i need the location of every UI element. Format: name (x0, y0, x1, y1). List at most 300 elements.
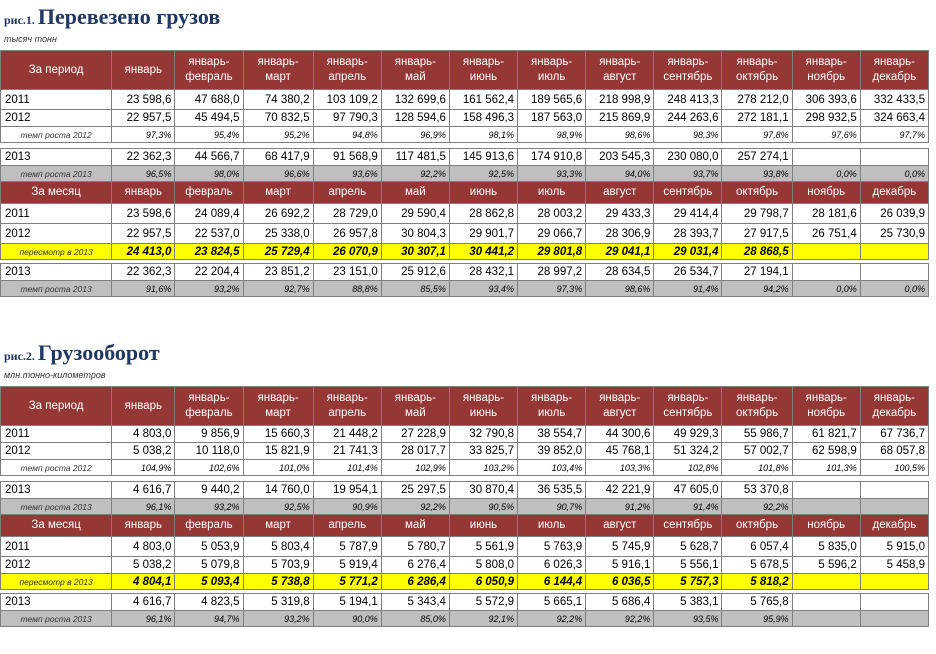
value-cell: 5 572,9 (449, 594, 517, 611)
value-cell: 5 745,9 (586, 537, 654, 557)
value-cell: 4 616,7 (112, 594, 175, 611)
row-label: 2012 (1, 110, 112, 127)
value-cell: 26 039,9 (860, 204, 928, 224)
value-cell: 15 821,9 (243, 443, 313, 460)
value-cell: 93,3% (518, 166, 586, 182)
value-cell: 93,6% (313, 166, 381, 182)
value-cell (792, 482, 860, 499)
month-header: сентябрь (654, 515, 722, 537)
value-cell: 25 729,4 (243, 244, 313, 260)
row-label: 2013 (1, 149, 112, 166)
value-cell (860, 594, 928, 611)
value-cell: 5 808,0 (449, 557, 517, 574)
month-header: январь- август (586, 387, 654, 426)
value-cell: 5 835,0 (792, 537, 860, 557)
value-cell: 4 803,0 (112, 426, 175, 443)
value-cell: 28 017,7 (381, 443, 449, 460)
value-cell: 47 688,0 (175, 90, 243, 110)
value-cell (860, 264, 928, 281)
month-header: январь- август (586, 51, 654, 90)
value-cell: 257 274,1 (722, 149, 792, 166)
value-cell: 5 763,9 (518, 537, 586, 557)
value-cell: 5 803,4 (243, 537, 313, 557)
value-cell: 67 736,7 (860, 426, 928, 443)
value-cell: 98,3% (654, 127, 722, 143)
value-cell: 44 300,6 (586, 426, 654, 443)
value-cell: 85,5% (381, 281, 449, 297)
value-cell (792, 264, 860, 281)
month-header: октябрь (722, 182, 792, 204)
value-cell: 92,5% (449, 166, 517, 182)
value-cell: 55 986,7 (722, 426, 792, 443)
value-cell: 103,2% (449, 460, 517, 476)
value-cell: 61 821,7 (792, 426, 860, 443)
row-label: 2011 (1, 204, 112, 224)
figure-title (4, 340, 160, 366)
value-cell: 28 634,5 (586, 264, 654, 281)
value-cell: 101,0% (243, 460, 313, 476)
value-cell: 22 537,0 (175, 224, 243, 244)
value-cell: 97 790,3 (313, 110, 381, 127)
value-cell: 324 663,4 (860, 110, 928, 127)
table-row (1, 426, 929, 443)
month-header-row (1, 515, 929, 537)
value-cell: 91 568,9 (313, 149, 381, 166)
value-cell: 39 852,0 (518, 443, 586, 460)
value-cell: 38 554,7 (518, 426, 586, 443)
month-header: январь- март (243, 51, 313, 90)
value-cell: 5 916,1 (586, 557, 654, 574)
value-cell: 103 109,2 (313, 90, 381, 110)
value-cell: 93,8% (722, 166, 792, 182)
month-header: январь- октябрь (722, 387, 792, 426)
row-label: темп роста 2013 (1, 499, 112, 515)
value-cell: 26 534,7 (654, 264, 722, 281)
table-row (1, 127, 929, 143)
value-cell: 244 263,6 (654, 110, 722, 127)
figure-title (4, 4, 220, 30)
month-header: январь (112, 51, 175, 90)
table-row (1, 281, 929, 297)
value-cell: 5 818,2 (722, 574, 792, 590)
month-header-label: За месяц (1, 182, 112, 204)
value-cell: 98,1% (449, 127, 517, 143)
table-row (1, 594, 929, 611)
value-cell: 98,9% (518, 127, 586, 143)
table-row (1, 224, 929, 244)
month-header: январь- февраль (175, 387, 243, 426)
value-cell: 93,2% (175, 281, 243, 297)
value-cell: 45 494,5 (175, 110, 243, 127)
value-cell: 93,4% (449, 281, 517, 297)
period-header-label: За период (1, 387, 112, 426)
month-header: январь- октябрь (722, 51, 792, 90)
value-cell: 5 561,9 (449, 537, 517, 557)
value-cell: 5 458,9 (860, 557, 928, 574)
month-header: август (586, 182, 654, 204)
value-cell: 68 057,8 (860, 443, 928, 460)
value-cell: 5 343,4 (381, 594, 449, 611)
value-cell (860, 499, 928, 515)
value-cell: 98,6% (586, 281, 654, 297)
month-header: февраль (175, 515, 243, 537)
value-cell: 102,6% (175, 460, 243, 476)
value-cell: 29 031,4 (654, 244, 722, 260)
row-label: 2012 (1, 443, 112, 460)
value-cell: 29 414,4 (654, 204, 722, 224)
value-cell: 92,1% (449, 611, 517, 627)
value-cell: 97,8% (722, 127, 792, 143)
value-cell: 90,0% (313, 611, 381, 627)
month-header: ноябрь (792, 182, 860, 204)
value-cell: 215 869,9 (586, 110, 654, 127)
month-header: январь- декабрь (860, 387, 928, 426)
value-cell (792, 594, 860, 611)
value-cell: 5 771,2 (313, 574, 381, 590)
value-cell: 6 036,5 (586, 574, 654, 590)
value-cell: 101,4% (313, 460, 381, 476)
value-cell: 29 590,4 (381, 204, 449, 224)
value-cell: 5 038,2 (112, 443, 175, 460)
month-header-row (1, 182, 929, 204)
value-cell: 23 824,5 (175, 244, 243, 260)
table-row (1, 264, 929, 281)
value-cell: 9 856,9 (175, 426, 243, 443)
value-cell: 33 825,7 (449, 443, 517, 460)
value-cell: 28 003,2 (518, 204, 586, 224)
value-cell: 26 957,8 (313, 224, 381, 244)
value-cell: 5 628,7 (654, 537, 722, 557)
data-table (0, 386, 929, 627)
month-header: май (381, 515, 449, 537)
row-label: 2011 (1, 537, 112, 557)
month-header: май (381, 182, 449, 204)
month-header: ноябрь (792, 515, 860, 537)
value-cell: 332 433,5 (860, 90, 928, 110)
value-cell: 5 053,9 (175, 537, 243, 557)
value-cell: 57 002,7 (722, 443, 792, 460)
value-cell: 92,2% (586, 611, 654, 627)
table-row (1, 574, 929, 590)
value-cell: 203 545,3 (586, 149, 654, 166)
value-cell: 44 566,7 (175, 149, 243, 166)
value-cell: 95,4% (175, 127, 243, 143)
value-cell: 21 741,3 (313, 443, 381, 460)
month-header: декабрь (860, 515, 928, 537)
value-cell: 4 823,5 (175, 594, 243, 611)
row-label: темп роста 2013 (1, 166, 112, 182)
month-header: январь- июнь (449, 387, 517, 426)
value-cell: 91,4% (654, 281, 722, 297)
value-cell (792, 611, 860, 627)
value-cell: 49 929,3 (654, 426, 722, 443)
value-cell: 28 868,5 (722, 244, 792, 260)
table-row (1, 204, 929, 224)
value-cell: 29 901,7 (449, 224, 517, 244)
row-label: темп роста 2012 (1, 460, 112, 476)
value-cell: 30 804,3 (381, 224, 449, 244)
value-cell: 9 440,2 (175, 482, 243, 499)
value-cell: 22 957,5 (112, 110, 175, 127)
value-cell: 97,6% (792, 127, 860, 143)
value-cell: 248 413,3 (654, 90, 722, 110)
value-cell: 5 319,8 (243, 594, 313, 611)
table-row (1, 499, 929, 515)
row-label: 2012 (1, 224, 112, 244)
value-cell: 5 780,7 (381, 537, 449, 557)
value-cell: 6 144,4 (518, 574, 586, 590)
row-label: 2013 (1, 594, 112, 611)
value-cell: 25 297,5 (381, 482, 449, 499)
value-cell: 27 194,1 (722, 264, 792, 281)
value-cell: 96,5% (112, 166, 175, 182)
value-cell: 24 413,0 (112, 244, 175, 260)
value-cell: 92,2% (381, 499, 449, 515)
row-label: 2013 (1, 482, 112, 499)
month-header: январь- июль (518, 387, 586, 426)
figure-unit: тысяч тонн (4, 34, 57, 44)
value-cell: 96,6% (243, 166, 313, 182)
value-cell: 0,0% (860, 166, 928, 182)
value-cell: 174 910,8 (518, 149, 586, 166)
value-cell: 5 686,4 (586, 594, 654, 611)
value-cell: 93,2% (175, 499, 243, 515)
table-row (1, 244, 929, 260)
value-cell: 30 870,4 (449, 482, 517, 499)
value-cell: 92,2% (518, 611, 586, 627)
month-header: апрель (313, 182, 381, 204)
value-cell: 158 496,3 (449, 110, 517, 127)
value-cell: 101,3% (792, 460, 860, 476)
month-header: январь- апрель (313, 51, 381, 90)
value-cell: 5 757,3 (654, 574, 722, 590)
row-label: 2011 (1, 426, 112, 443)
data-table (0, 50, 929, 297)
value-cell: 101,8% (722, 460, 792, 476)
value-cell: 94,7% (175, 611, 243, 627)
table-row (1, 443, 929, 460)
value-cell: 5 038,2 (112, 557, 175, 574)
value-cell: 30 441,2 (449, 244, 517, 260)
table-row (1, 149, 929, 166)
value-cell: 90,9% (313, 499, 381, 515)
value-cell: 23 851,2 (243, 264, 313, 281)
value-cell: 5 703,9 (243, 557, 313, 574)
value-cell: 94,2% (722, 281, 792, 297)
figure-name: Перевезено грузов (37, 4, 221, 29)
month-header: январь (112, 182, 175, 204)
figure-name: Грузооборот (37, 340, 160, 365)
month-header: январь- июль (518, 51, 586, 90)
row-label: 2011 (1, 90, 112, 110)
value-cell: 5 556,1 (654, 557, 722, 574)
value-cell: 187 563,0 (518, 110, 586, 127)
value-cell: 0,0% (792, 166, 860, 182)
value-cell: 92,7% (243, 281, 313, 297)
value-cell: 26 692,2 (243, 204, 313, 224)
value-cell: 70 832,5 (243, 110, 313, 127)
month-header: апрель (313, 515, 381, 537)
month-header: январь (112, 515, 175, 537)
value-cell: 26 070,9 (313, 244, 381, 260)
month-header: декабрь (860, 182, 928, 204)
value-cell: 4 616,7 (112, 482, 175, 499)
value-cell: 45 768,1 (586, 443, 654, 460)
value-cell: 29 433,3 (586, 204, 654, 224)
value-cell: 104,9% (112, 460, 175, 476)
value-cell: 47 605,0 (654, 482, 722, 499)
value-cell: 28 997,2 (518, 264, 586, 281)
month-header: февраль (175, 182, 243, 204)
value-cell: 5 079,8 (175, 557, 243, 574)
value-cell: 28 862,8 (449, 204, 517, 224)
month-header: январь- ноябрь (792, 387, 860, 426)
value-cell: 26 751,4 (792, 224, 860, 244)
value-cell: 98,6% (586, 127, 654, 143)
value-cell: 62 598,9 (792, 443, 860, 460)
month-header: сентябрь (654, 182, 722, 204)
value-cell: 91,6% (112, 281, 175, 297)
value-cell: 103,3% (586, 460, 654, 476)
value-cell: 96,1% (112, 499, 175, 515)
value-cell: 5 765,8 (722, 594, 792, 611)
value-cell: 92,2% (381, 166, 449, 182)
value-cell: 23 151,0 (313, 264, 381, 281)
value-cell: 102,8% (654, 460, 722, 476)
value-cell: 28 393,7 (654, 224, 722, 244)
value-cell: 28 306,9 (586, 224, 654, 244)
value-cell: 88,8% (313, 281, 381, 297)
month-header: январь- сентябрь (654, 387, 722, 426)
value-cell: 100,5% (860, 460, 928, 476)
month-header: март (243, 515, 313, 537)
month-header: июль (518, 515, 586, 537)
value-cell: 22 204,4 (175, 264, 243, 281)
value-cell: 94,0% (586, 166, 654, 182)
value-cell: 93,2% (243, 611, 313, 627)
table-row (1, 537, 929, 557)
value-cell: 145 913,6 (449, 149, 517, 166)
value-cell: 91,4% (654, 499, 722, 515)
value-cell: 19 954,1 (313, 482, 381, 499)
row-label: 2013 (1, 264, 112, 281)
value-cell: 27 228,9 (381, 426, 449, 443)
value-cell: 14 760,0 (243, 482, 313, 499)
value-cell: 102,9% (381, 460, 449, 476)
row-label: темп роста 2013 (1, 611, 112, 627)
month-header: июнь (449, 515, 517, 537)
value-cell (792, 574, 860, 590)
month-header: январь- май (381, 51, 449, 90)
value-cell: 272 181,1 (722, 110, 792, 127)
value-cell (860, 574, 928, 590)
value-cell: 90,5% (449, 499, 517, 515)
month-header: август (586, 515, 654, 537)
value-cell: 5 915,0 (860, 537, 928, 557)
value-cell: 23 598,6 (112, 90, 175, 110)
value-cell: 4 804,1 (112, 574, 175, 590)
month-header: июнь (449, 182, 517, 204)
value-cell: 24 089,4 (175, 204, 243, 224)
month-header: январь- июнь (449, 51, 517, 90)
table-row (1, 90, 929, 110)
value-cell: 42 221,9 (586, 482, 654, 499)
value-cell: 25 338,0 (243, 224, 313, 244)
month-header: октябрь (722, 515, 792, 537)
figure-label: рис.2. (4, 349, 35, 363)
value-cell: 93,5% (654, 611, 722, 627)
value-cell: 92,5% (243, 499, 313, 515)
value-cell: 29 798,7 (722, 204, 792, 224)
value-cell (860, 611, 928, 627)
table-row (1, 557, 929, 574)
value-cell: 6 276,4 (381, 557, 449, 574)
value-cell: 278 212,0 (722, 90, 792, 110)
value-cell: 5 596,2 (792, 557, 860, 574)
value-cell: 103,4% (518, 460, 586, 476)
value-cell (792, 149, 860, 166)
value-cell: 5 665,1 (518, 594, 586, 611)
value-cell: 21 448,2 (313, 426, 381, 443)
month-header: январь- ноябрь (792, 51, 860, 90)
month-header: июль (518, 182, 586, 204)
value-cell: 5 787,9 (313, 537, 381, 557)
value-cell: 85,0% (381, 611, 449, 627)
month-header-label: За месяц (1, 515, 112, 537)
value-cell (792, 244, 860, 260)
value-cell: 6 057,4 (722, 537, 792, 557)
period-header-label: За период (1, 51, 112, 90)
value-cell (860, 149, 928, 166)
value-cell (860, 482, 928, 499)
value-cell: 128 594,6 (381, 110, 449, 127)
value-cell: 25 730,9 (860, 224, 928, 244)
value-cell: 68 417,9 (243, 149, 313, 166)
value-cell: 23 598,6 (112, 204, 175, 224)
value-cell: 36 535,5 (518, 482, 586, 499)
value-cell: 6 286,4 (381, 574, 449, 590)
month-header: январь- декабрь (860, 51, 928, 90)
value-cell: 5 919,4 (313, 557, 381, 574)
month-header: январь (112, 387, 175, 426)
table-row (1, 166, 929, 182)
table-row (1, 460, 929, 476)
value-cell: 22 362,3 (112, 149, 175, 166)
value-cell: 53 370,8 (722, 482, 792, 499)
value-cell: 22 957,5 (112, 224, 175, 244)
row-label: пересмотр в 2013 (1, 574, 112, 590)
value-cell: 74 380,2 (243, 90, 313, 110)
value-cell: 95,9% (722, 611, 792, 627)
value-cell: 27 917,5 (722, 224, 792, 244)
value-cell: 218 998,9 (586, 90, 654, 110)
period-header-row (1, 51, 929, 90)
value-cell: 6 026,3 (518, 557, 586, 574)
month-header: январь- март (243, 387, 313, 426)
value-cell: 25 912,6 (381, 264, 449, 281)
value-cell: 91,2% (586, 499, 654, 515)
value-cell: 0,0% (860, 281, 928, 297)
row-label: темп роста 2012 (1, 127, 112, 143)
value-cell: 32 790,8 (449, 426, 517, 443)
value-cell: 10 118,0 (175, 443, 243, 460)
value-cell: 97,3% (518, 281, 586, 297)
value-cell: 30 307,1 (381, 244, 449, 260)
value-cell: 189 565,6 (518, 90, 586, 110)
value-cell: 298 932,5 (792, 110, 860, 127)
value-cell: 29 066,7 (518, 224, 586, 244)
table-row (1, 611, 929, 627)
